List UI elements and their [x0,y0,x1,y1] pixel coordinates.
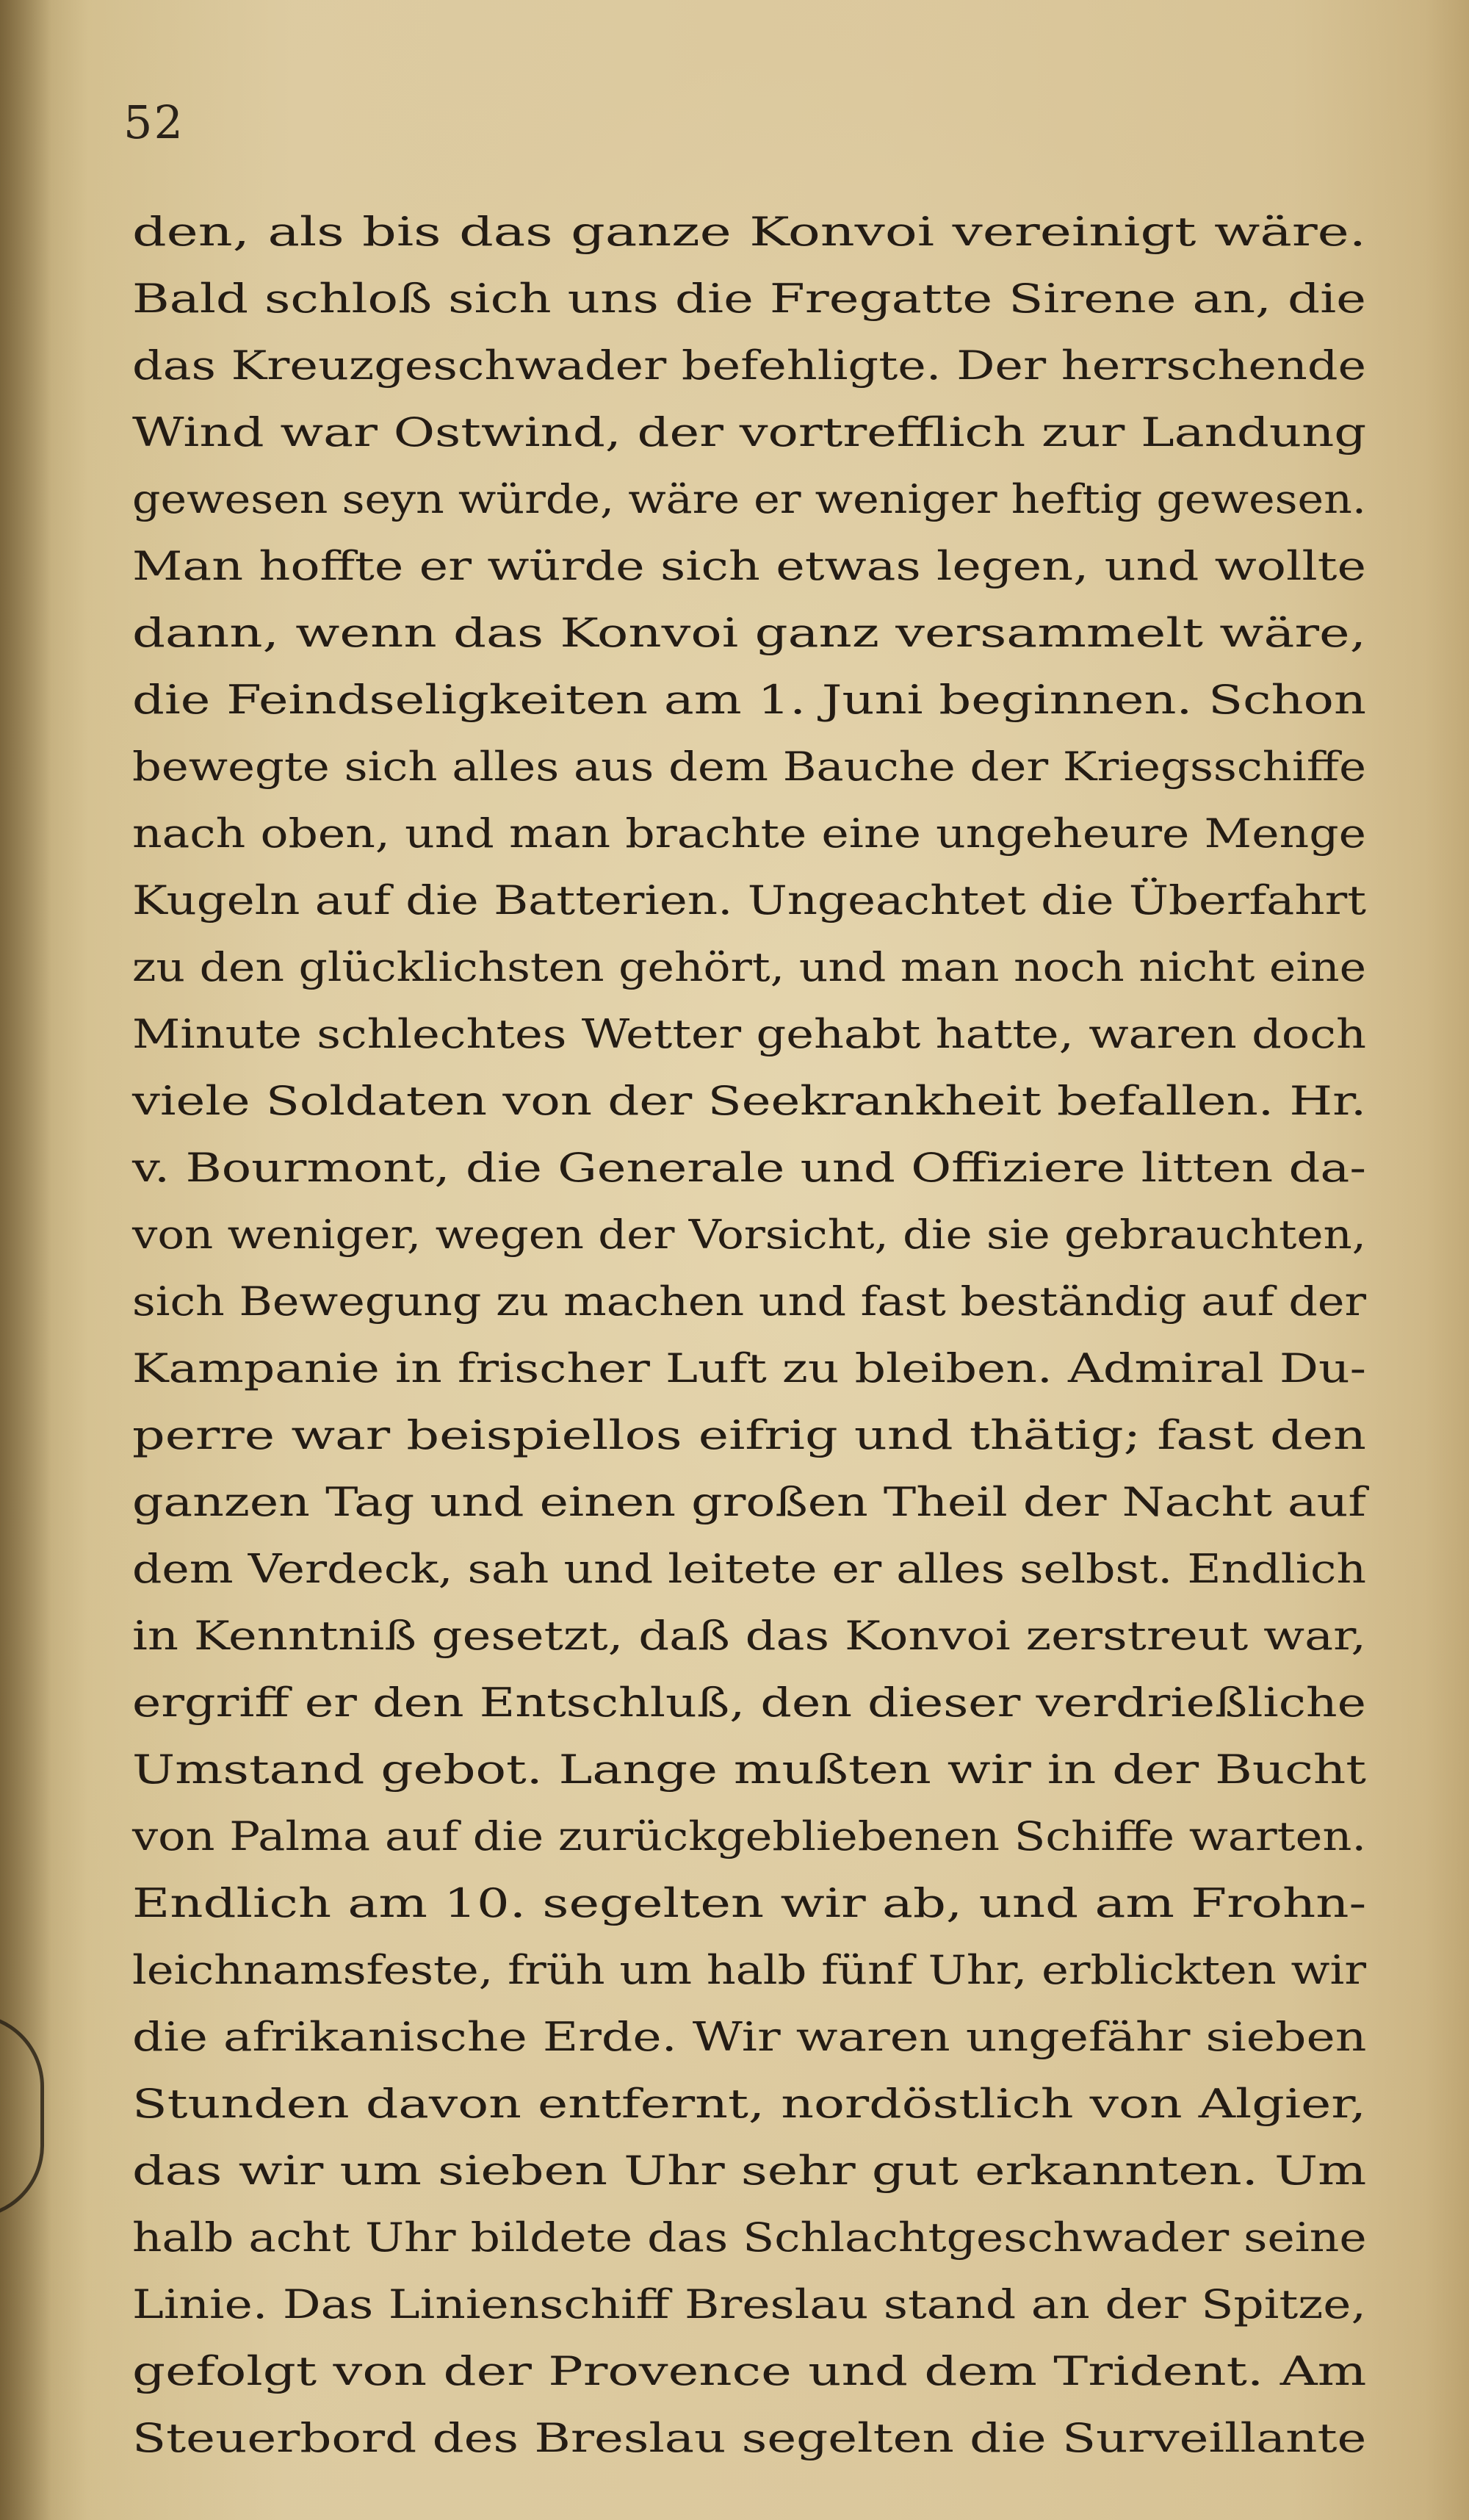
text-line: Linie. Das Linienschiff Breslau stand an der Spitze, [132,2281,1366,2328]
text-line: perre war beispiellos eifrig und thätig; fast den [132,1412,1366,1458]
body-text [132,198,1366,2472]
text-line: sich Bewegung zu machen und fast beständig auf der [132,1278,1366,1325]
text-line: halb acht Uhr bildete das Schlachtgeschwader seine [132,2214,1367,2261]
text-line: von Palma auf die zurückgebliebenen Schiffe warten. [132,1813,1367,1860]
text-line: dem Verdeck, sah und leitete er alles selbst. Endlich [132,1546,1366,1592]
text-line: Bald schloß sich uns die Fregatte Sirene an, die [132,276,1366,322]
text-line: ganzen Tag und einen großen Theil der Nacht auf [132,1479,1366,1525]
text-line: das Kreuzgeschwader befehligte. Der herrschende [132,342,1367,389]
text-line: ergriff er den Entschluß, den dieser verdrießliche [132,1680,1366,1726]
text-line: gewesen seyn würde, wäre er weniger heftig gewesen. [132,476,1366,522]
text-line: den, als bis das ganze Konvoi vereinigt wäre. [132,209,1366,255]
text-line: Minute schlechtes Wetter gehabt hatte, waren doch [132,1011,1366,1057]
text-line: Kugeln auf die Batterien. Ungeachtet die Überfahrt [132,877,1366,924]
text-line: leichnamsfeste, früh um halb fünf Uhr, erblickten wir [132,1947,1366,1993]
text-line: in Kenntniß gesetzt, daß das Konvoi zerstreut war, [132,1613,1366,1659]
page-number: 52 [123,96,184,149]
text-line: Man hoffte er würde sich etwas legen, und wollte [132,543,1366,589]
text-line: das wir um sieben Uhr sehr gut erkannten. Um [132,2148,1367,2194]
text-line: gefolgt von der Provence und dem Trident. Am [132,2348,1367,2394]
text-line: bewegte sich alles aus dem Bauche der Kriegsschiffe [132,744,1366,790]
text-line: Wind war Ostwind, der vortrefflich zur Landung [132,409,1367,456]
text-line: die Feindseligkeiten am 1. Juni beginnen. Schon [132,677,1366,723]
text-line: dann, wenn das Konvoi ganz versammelt wäre, [132,610,1367,656]
text-line: nach oben, und man brachte eine ungeheure Menge [132,810,1366,857]
text-line: die afrikanische Erde. Wir waren ungefähr sieben [132,2014,1367,2060]
text-line: viele Soldaten von der Seekrankheit befallen. Hr. [132,1078,1367,1124]
text-line: Endlich am 10. segelten wir ab, und am Frohn- [132,1880,1367,1926]
text-line: Umstand gebot. Lange mußten wir in der Bucht [132,1746,1367,1793]
text-line: Steuerbord des Breslau segelten die Surveillante [132,2415,1367,2461]
text-line: Stunden davon entfernt, nordöstlich von Algier, [132,2081,1366,2127]
text-line: Kampanie in frischer Luft zu bleiben. Admiral Du- [132,1345,1367,1392]
text-line: von weniger, wegen der Vorsicht, die sie gebrauchten, [132,1212,1367,1258]
text-line: zu den glücklichsten gehört, und man noch nicht eine [132,944,1366,990]
text-line: v. Bourmont, die Generale und Offiziere litten da- [132,1145,1366,1191]
